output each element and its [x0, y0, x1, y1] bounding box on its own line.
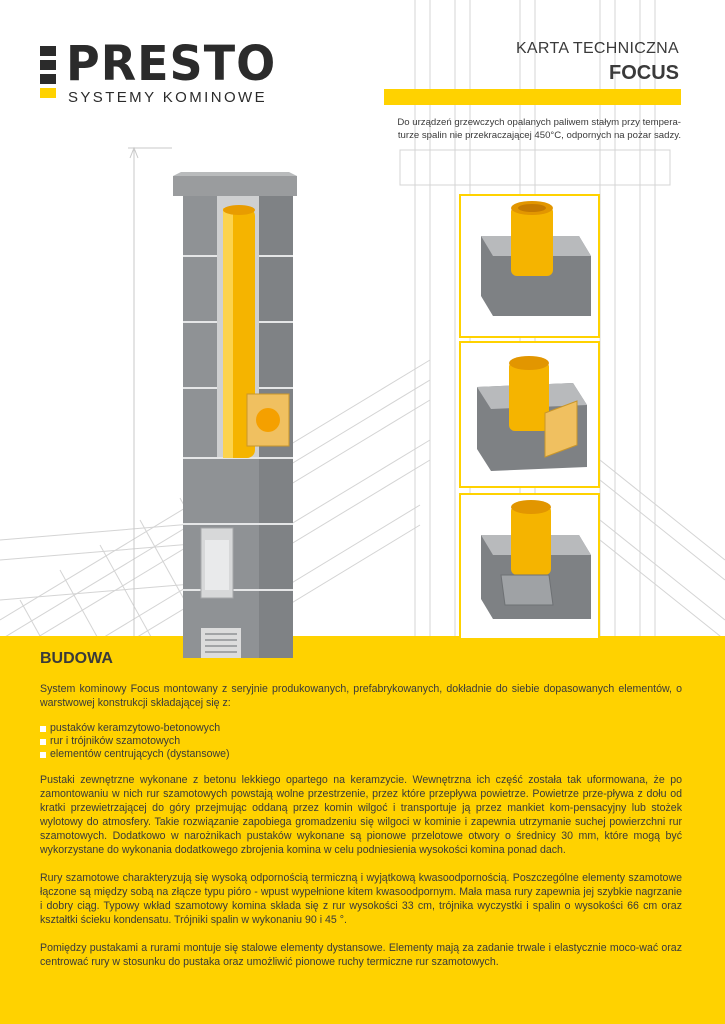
section-heading: BUDOWA	[40, 650, 113, 667]
intro-text: Do urządzeń grzewczych opalanych paliwem stałym przy tempera-turze spalin nie przekraczającej 450°C, odpornych na pożar sadzy.	[397, 117, 681, 141]
sheet-label: KARTA TECHNICZNA	[515, 40, 679, 57]
paragraph-pipes: Rury szamotowe charakteryzują się wysoką odpornością termiczną i wyjątkową kwasoodpornością. Poszczególne elementy szamotowe łączone są między sobą na złącze typu pióro - wpust wypełnione kitem kwasoodpornym. Mała masa rury zapewnia jej szybkie nagrzanie i dobry ciąg. Typowy wkład szamotowy komina składa się z rur wysokości 33 cm, trójnika wyczystki i spalin o wysokości 66 cm oraz kształtki ścieku kondensatu. Trójniki spalin w wykonaniu 90 i 45 °.	[40, 872, 682, 926]
chimney-block-cleanout-photo	[459, 493, 600, 640]
list-item: elementów centrujących (dystansowe)	[40, 748, 682, 761]
bullet-icon	[40, 726, 46, 732]
title-accent-bar	[384, 89, 681, 105]
list-item: rur i trójników szamotowych	[40, 735, 682, 748]
logo-wordmark: PRESTO	[66, 34, 277, 92]
bullet-icon	[40, 739, 46, 745]
chimney-illustration	[165, 172, 305, 672]
component-list	[40, 722, 682, 761]
section-intro: System kominowy Focus montowany z seryjnie produkowanych, prefabrykowanych, dokładnie do siebie dopasowanych elementów, o warstwowej konstrukcji składającej się z:	[40, 683, 682, 709]
block-cleanout-drawing	[461, 495, 598, 638]
bullet-icon	[40, 752, 46, 758]
paragraph-spacers: Pomiędzy pustakami a rurami montuje się stalowe elementy dystansowe. Elementy mają za zadanie trwale i elastycznie moco-wać oraz centrować rury w stosunku do pustaka oraz umożliwić pionowe ruchy termiczne rur szamotowych.	[40, 942, 682, 968]
logo-mark	[40, 46, 56, 102]
logo-tagline: SYSTEMY KOMINOWE	[68, 89, 267, 106]
paragraph-blocks: Pustaki zewnętrzne wykonane z betonu lekkiego opartego na keramzycie. Wewnętrzna ich część została tak uformowana, że po zamontowaniu w nich rur szamotowych powstają wolne przestrzenie, przez które przepływa powietrze. Powietrze prze-pływa z dołu od kratki przewietrzającej do góry przejmując oddaną przez komin wilgoć i transportuje ją przez mankiet kom-pensacyjny lub stożek wylotowy do atmosfery. Takie rozwiązanie zapobiega gromadzeniu się wilgoci w kominie i zapewnia utrzymanie suchej powierzchni rur szamotowych. Dodatkowo w narożnikach pustaków wykonane są pionowe przelotowe otwory o średnicy 30 mm, które mogą być wykorzystane do wykonania dodatkowego zbrojenia komina w celu podniesienia wysokości komina ponad dach.	[40, 774, 682, 856]
block-pipe-drawing	[461, 196, 598, 336]
block-tee-drawing	[461, 343, 598, 486]
list-item: pustaków keramzytowo-betonowych	[40, 722, 682, 735]
chimney-block-tee-photo	[459, 341, 600, 488]
chimney-block-pipe-photo	[459, 194, 600, 338]
product-name: FOCUS	[609, 62, 679, 84]
construction-section	[40, 650, 682, 969]
